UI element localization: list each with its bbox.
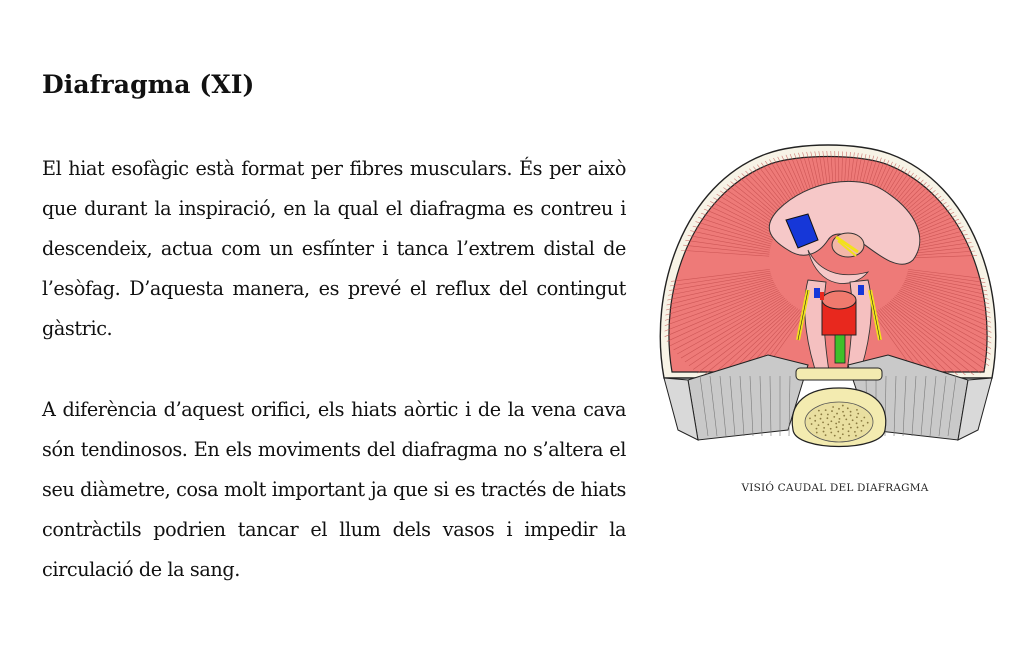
paragraph-esophageal-hiatus: El hiat esofàgic està format per fibres musculars. És per això que durant la inspiració, en la qual el diafragma es contreu i descendeix, actua com un esfínter i tanca l’extrem distal de l’esòfag. D’aquesta manera, es prevé el reflux del contingut gàstric. bbox=[42, 157, 626, 340]
paragraph-aortic-caval-hiatus: A diferència d’aquest orifici, els hiats aòrtic i de la vena cava són tendinosos. En els moviments del diafragma no s’altera el seu diàmetre, cosa molt important ja que si es tractés de hiats contràctils podrien tancar el llum dels vasos i impedir la circulació de la sang. bbox=[42, 398, 626, 581]
thoracic-duct bbox=[835, 335, 845, 363]
page-title: Diafragma (XI) bbox=[42, 70, 255, 99]
esophagus bbox=[832, 233, 864, 257]
vertebra bbox=[792, 368, 886, 447]
diaphragm-illustration bbox=[658, 140, 998, 460]
figure-caption: VISIÓ CAUDAL DEL DIAFRAGMA bbox=[741, 482, 929, 494]
aorta bbox=[822, 291, 856, 335]
